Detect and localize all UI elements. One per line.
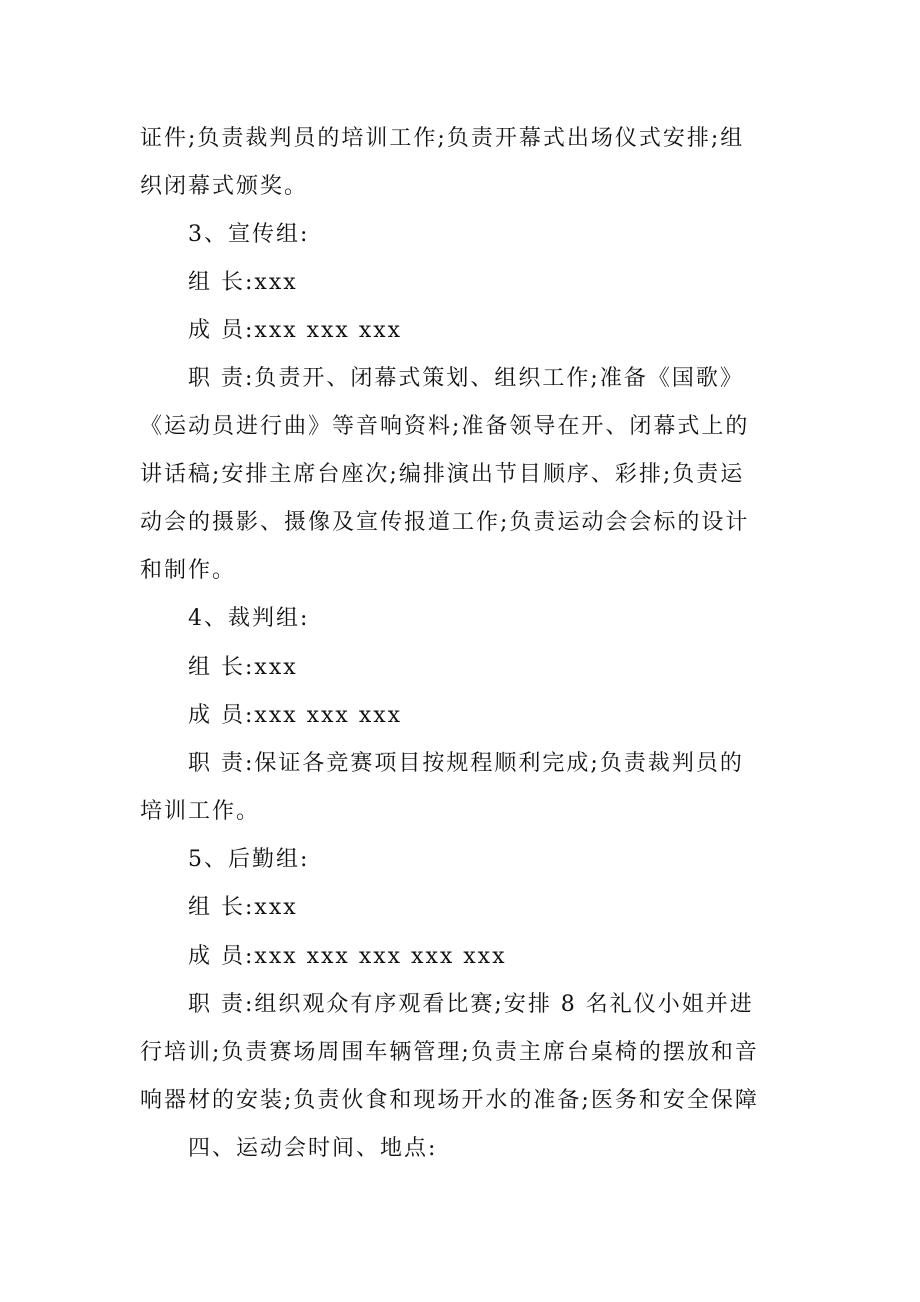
paragraph-line: 响器材的安装;负责伙食和现场开水的准备;医务和安全保障 (140, 1088, 759, 1113)
duties-line: 职 责:负责开、闭幕式策划、组织工作;准备《国歌》 (188, 366, 744, 391)
paragraph-line: 行培训;负责赛场周围车辆管理;负责主席台桌椅的摆放和音 (140, 1040, 759, 1065)
duties-line: 职 责:组织观众有序观看比赛;安排 8 名礼仪小姐并进 (188, 992, 754, 1017)
group-leader-line: 组 长:xxx (188, 270, 298, 295)
group-leader-line: 组 长:xxx (188, 655, 298, 680)
paragraph-line: 讲话稿;安排主席台座次;编排演出节目顺序、彩排;负责运 (140, 462, 745, 487)
paragraph-line: 证件;负责裁判员的培训工作;负责开幕式出场仪式安排;组 (140, 126, 745, 151)
section-heading: 四、运动会时间、地点: (188, 1136, 438, 1161)
group-members-line: 成 员:xxx xxx xxx xxx xxx (188, 944, 507, 969)
duties-line: 职 责:保证各竞赛项目按规程顺利完成;负责裁判员的 (188, 751, 744, 776)
paragraph-line: 《运动员进行曲》等音响资料;准备领导在开、闭幕式上的 (140, 414, 750, 439)
section-heading: 3、宣传组: (188, 222, 310, 247)
paragraph-line: 培训工作。 (140, 799, 261, 824)
section-heading: 4、裁判组: (188, 606, 310, 631)
group-members-line: 成 员:xxx xxx xxx (188, 703, 403, 728)
section-heading: 5、后勤组: (188, 847, 310, 872)
group-leader-line: 组 长:xxx (188, 895, 298, 920)
paragraph-line: 动会的摄影、摄像及宣传报道工作;负责运动会会标的设计 (140, 510, 750, 535)
paragraph-line: 和制作。 (140, 558, 237, 583)
paragraph-line: 织闭幕式颁奖。 (140, 174, 309, 199)
group-members-line: 成 员:xxx xxx xxx (188, 318, 403, 343)
